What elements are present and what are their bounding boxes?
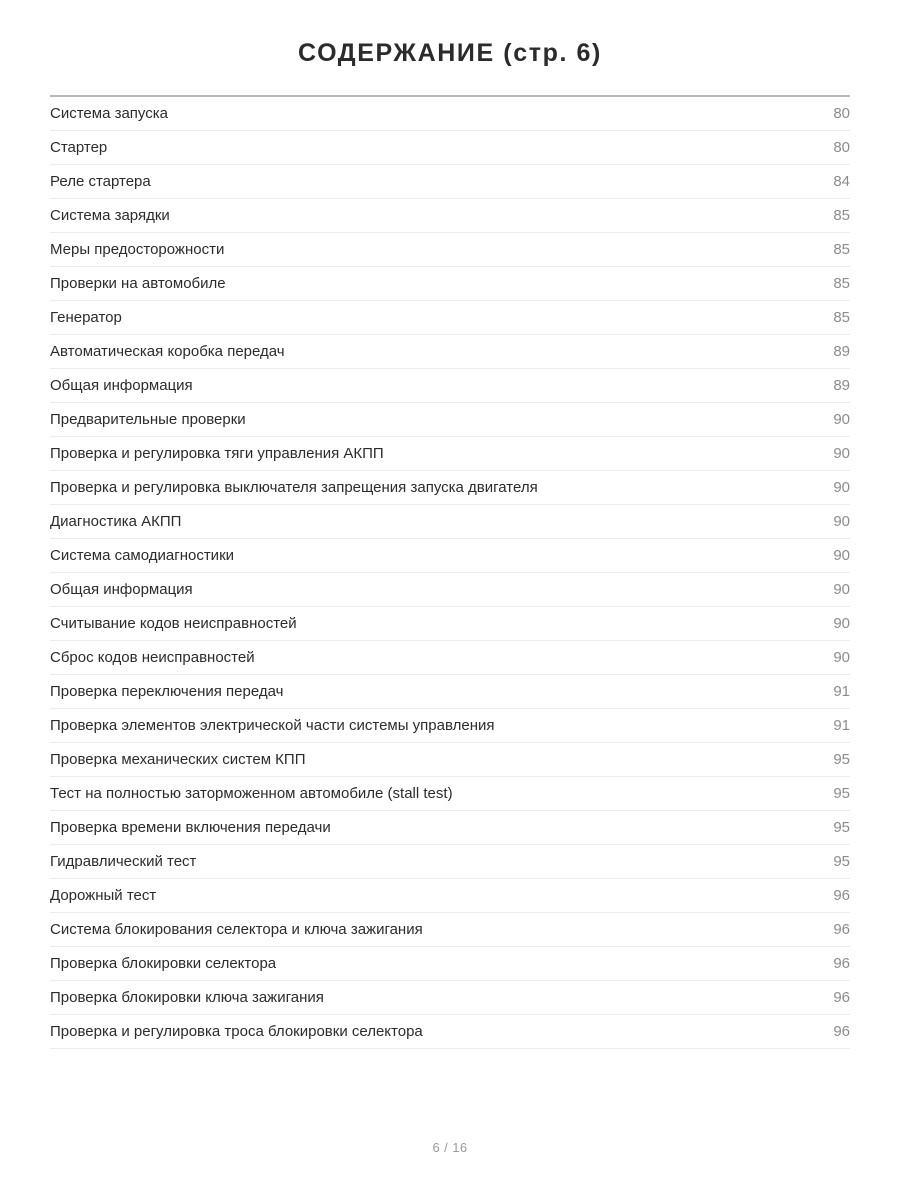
toc-entry-row[interactable] (50, 879, 850, 913)
toc-entry-page-number: 95 (833, 819, 850, 836)
toc-entry-label: Гидравлический тест (50, 853, 197, 870)
toc-entry-label: Дорожный тест (50, 887, 157, 904)
toc-entry-row[interactable] (50, 981, 850, 1015)
toc-entry-label: Считывание кодов неисправностей (50, 615, 297, 632)
toc-entry-page-number: 80 (833, 105, 850, 122)
toc-entry-label: Проверка блокировки ключа зажигания (50, 989, 324, 1006)
toc-entry-page-number: 85 (833, 241, 850, 258)
toc-entry-label: Проверки на автомобиле (50, 275, 226, 292)
toc-entry-row[interactable] (50, 199, 850, 233)
toc-entry-row[interactable] (50, 947, 850, 981)
table-of-contents-list (50, 97, 850, 1049)
toc-entry-label: Автоматическая коробка передач (50, 343, 285, 360)
toc-entry-row[interactable] (50, 777, 850, 811)
toc-entry-label: Проверка и регулировка троса блокировки селектора (50, 1023, 423, 1040)
toc-entry-label: Стартер (50, 139, 108, 156)
toc-entry-row[interactable] (50, 1015, 850, 1049)
toc-entry-label: Реле стартера (50, 173, 151, 190)
toc-entry-row[interactable] (50, 131, 850, 165)
toc-entry-label: Проверка блокировки селектора (50, 955, 277, 972)
toc-entry-label: Проверка и регулировка выключателя запрещения запуска двигателя (50, 479, 538, 496)
toc-entry-page-number: 89 (833, 343, 850, 360)
toc-entry-row[interactable] (50, 301, 850, 335)
toc-entry-page-number: 84 (833, 173, 850, 190)
toc-entry-label: Проверка механических систем КПП (50, 751, 306, 768)
toc-entry-row[interactable] (50, 437, 850, 471)
toc-entry-page-number: 90 (833, 411, 850, 428)
toc-entry-page-number: 95 (833, 751, 850, 768)
toc-entry-row[interactable] (50, 165, 850, 199)
toc-entry-page-number: 96 (833, 1023, 850, 1040)
page-footer: 6 / 16 (432, 1140, 468, 1155)
page-title: СОДЕРЖАНИЕ (стр. 6) (298, 39, 602, 67)
toc-entry-page-number: 80 (833, 139, 850, 156)
toc-entry-row[interactable] (50, 709, 850, 743)
toc-entry-page-number: 91 (833, 717, 850, 734)
toc-entry-label: Система зарядки (50, 207, 170, 224)
toc-entry-row[interactable] (50, 913, 850, 947)
toc-entry-page-number: 90 (833, 513, 850, 530)
toc-entry-label: Общая информация (50, 581, 193, 598)
toc-entry-page-number: 89 (833, 377, 850, 394)
toc-entry-page-number: 95 (833, 853, 850, 870)
toc-entry-row[interactable] (50, 505, 850, 539)
toc-entry-row[interactable] (50, 845, 850, 879)
toc-entry-label: Система самодиагностики (50, 547, 235, 564)
toc-entry-row[interactable] (50, 471, 850, 505)
toc-entry-row[interactable] (50, 233, 850, 267)
toc-entry-row[interactable] (50, 369, 850, 403)
toc-entry-page-number: 90 (833, 581, 850, 598)
toc-entry-label: Проверка и регулировка тяги управления АКПП (50, 445, 384, 462)
toc-entry-page-number: 90 (833, 445, 850, 462)
toc-entry-page-number: 96 (833, 989, 850, 1006)
toc-entry-label: Генератор (50, 309, 122, 326)
toc-entry-label: Тест на полностью заторможенном автомобиле (stall test) (50, 785, 453, 802)
toc-entry-row[interactable] (50, 743, 850, 777)
toc-entry-row[interactable] (50, 811, 850, 845)
toc-entry-label: Общая информация (50, 377, 193, 394)
toc-entry-page-number: 96 (833, 955, 850, 972)
toc-entry-label: Проверка элементов электрической части системы управления (50, 717, 495, 734)
toc-entry-page-number: 96 (833, 887, 850, 904)
toc-entry-page-number: 96 (833, 921, 850, 938)
toc-entry-label: Предварительные проверки (50, 411, 246, 428)
toc-entry-row[interactable] (50, 539, 850, 573)
toc-entry-label: Система запуска (50, 105, 168, 122)
toc-entry-row[interactable] (50, 573, 850, 607)
toc-entry-label: Проверка времени включения передачи (50, 819, 331, 836)
toc-entry-page-number: 90 (833, 615, 850, 632)
toc-entry-page-number: 90 (833, 649, 850, 666)
toc-entry-page-number: 85 (833, 207, 850, 224)
toc-entry-page-number: 95 (833, 785, 850, 802)
toc-entry-label: Диагностика АКПП (50, 513, 182, 530)
toc-entry-page-number: 85 (833, 309, 850, 326)
toc-entry-page-number: 90 (833, 479, 850, 496)
toc-entry-page-number: 90 (833, 547, 850, 564)
toc-entry-row[interactable] (50, 403, 850, 437)
toc-entry-label: Сброс кодов неисправностей (50, 649, 255, 666)
toc-entry-row[interactable] (50, 97, 850, 131)
toc-entry-label: Система блокирования селектора и ключа зажигания (50, 921, 423, 938)
toc-entry-row[interactable] (50, 607, 850, 641)
toc-entry-row[interactable] (50, 641, 850, 675)
toc-entry-row[interactable] (50, 267, 850, 301)
toc-entry-row[interactable] (50, 675, 850, 709)
toc-entry-page-number: 91 (833, 683, 850, 700)
toc-entry-label: Проверка переключения передач (50, 683, 284, 700)
toc-entry-page-number: 85 (833, 275, 850, 292)
toc-entry-row[interactable] (50, 335, 850, 369)
toc-entry-label: Меры предосторожности (50, 241, 225, 258)
